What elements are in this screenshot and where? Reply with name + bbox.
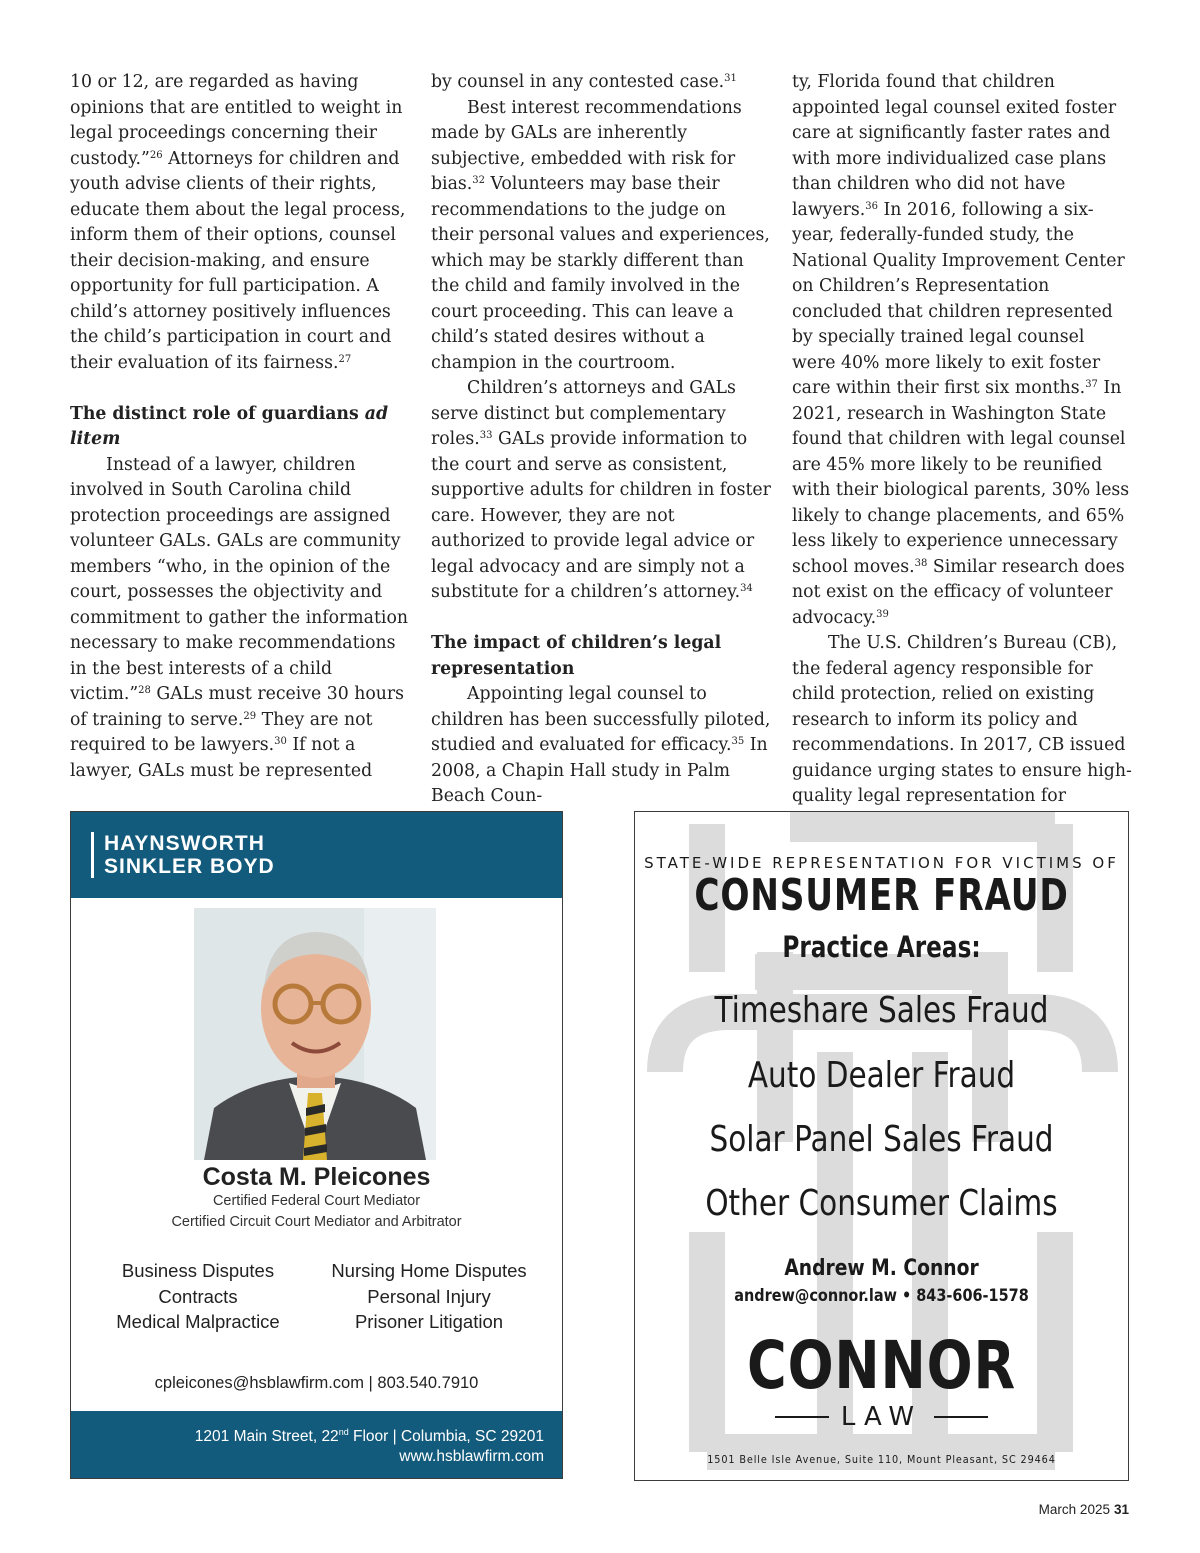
connor-law-advertisement[interactable] bbox=[634, 811, 1129, 1481]
connor-logo-text: CONNOR bbox=[747, 1327, 1016, 1404]
footnote-ref[interactable]: 35 bbox=[731, 736, 745, 747]
attorney-name: Costa M. Pleicones bbox=[202, 1163, 431, 1191]
firm-logo: HAYNSWORTH SINKLER BOYD bbox=[91, 832, 275, 878]
divider bbox=[775, 1416, 829, 1418]
practice-list-right bbox=[309, 1258, 549, 1335]
article-column-3 bbox=[792, 70, 1132, 835]
practice-area: Personal Injury bbox=[367, 1285, 491, 1307]
footnote-ref[interactable]: 27 bbox=[338, 353, 352, 365]
section-heading: The distinct role of guardians ad litem bbox=[70, 403, 389, 449]
footnote-ref[interactable]: 26 bbox=[149, 149, 163, 161]
paragraph: 10 or 12, are regarded as having opinions that are entitled to weight in legal proceedings concerning their custody.”$^{26}$ Attorneys for children and youth advise clients of their rights, educate them about the legal process, inform them of their options, counsel their decision-making, and ensure opportunity for full participation. A child’s attorney positively influences the child’s participation in court and their evaluation of its fairness.$^{27}$ bbox=[70, 72, 406, 373]
practice-area: Solar Panel Sales Fraud bbox=[709, 1119, 1054, 1160]
firm-website[interactable]: www.hsblawfirm.com bbox=[399, 1448, 544, 1465]
certification: Certified Federal Court Mediator bbox=[212, 1193, 421, 1209]
ad-footer-band bbox=[71, 1411, 562, 1478]
divider bbox=[934, 1416, 988, 1418]
law-logo-line bbox=[635, 1402, 1128, 1432]
article-column-2 bbox=[431, 70, 771, 810]
firm-address: 1201 Main Street, 22nd Floor | Columbia, SC 29201 bbox=[194, 1427, 544, 1445]
page-folio bbox=[1039, 1502, 1129, 1517]
paragraph: ty, Florida found that children appointed legal counsel exited foster care at significantly faster rates and with more individualized case plans than children who did not have lawyers.$^{36}$ In 2016, following a six-year, federally-funded study, the National Quality Improvement Center on Children’s Representation concluded that children represented by specially trained legal counsel were 40% more likely to exit foster care within their first six months.$^{37}$ In 2021, research in Washington State found that children with legal counsel are 45% more likely to be reunified with their biological parents, 30% less likely to change placements, and 65% less likely to experience unnecessary school moves.$^{38}$ Similar research does not exist on the efficacy of volunteer advocacy.$^{39}$ bbox=[792, 72, 1130, 628]
practice-area: Prisoner Litigation bbox=[354, 1311, 504, 1332]
ad-title: CONSUMER FRAUD bbox=[694, 870, 1069, 921]
practice-area: Medical Malpractice bbox=[116, 1311, 280, 1332]
practice-area: Other Consumer Claims bbox=[705, 1183, 1058, 1224]
contact-info[interactable]: cpleicones@hsblawfirm.com | 803.540.7910 bbox=[154, 1374, 479, 1392]
footnote-ref[interactable]: 28 bbox=[138, 685, 151, 696]
footnote-ref[interactable]: 30 bbox=[274, 736, 287, 747]
contact-info[interactable]: andrew@connor.law • 843-606-1578 bbox=[734, 1286, 1029, 1306]
practice-area: Auto Dealer Fraud bbox=[747, 1055, 1016, 1096]
certification: Certified Circuit Court Mediator and Arbitrator bbox=[171, 1214, 462, 1230]
footnote-ref[interactable]: 32 bbox=[472, 175, 485, 186]
footnote-ref[interactable]: 37 bbox=[1085, 379, 1098, 390]
hsb-advertisement[interactable] bbox=[70, 811, 563, 1479]
practice-area: Contracts bbox=[158, 1285, 238, 1307]
footnote-ref[interactable]: 34 bbox=[740, 583, 753, 594]
footnote-ref[interactable]: 39 bbox=[876, 608, 889, 620]
section-heading: The impact of children’s legal representation bbox=[431, 633, 722, 679]
ad-header-band bbox=[71, 812, 562, 898]
page-number: 31 bbox=[1113, 1502, 1129, 1517]
attorney-name: Andrew M. Connor bbox=[784, 1256, 979, 1281]
footnote-ref[interactable]: 33 bbox=[479, 430, 493, 441]
practice-heading: Practice Areas: bbox=[782, 930, 981, 964]
ad-subtitle: STATE-WIDE REPRESENTATION FOR VICTIMS OF bbox=[644, 854, 1119, 872]
footnote-ref[interactable]: 31 bbox=[724, 73, 737, 84]
practice-area: Timeshare Sales Fraud bbox=[714, 990, 1049, 1031]
attorney-photo bbox=[194, 908, 436, 1160]
paragraph: The U.S. Children’s Bureau (CB), the federal agency responsible for child protection, relied on existing research to inform its policy and recommendations. In 2017, CB issued guidance urging states to ensure high-quality legal representation for bbox=[792, 633, 1132, 806]
paragraph: Children’s attorneys and GALs serve distinct but complementary roles.$^{33}$ GALs provide information to the court and serve as consistent, supportive adults for children in foster care. However, they are not authorized to provide legal advice or legal advocacy and are simply not a substitute for a children’s attorney.$^{34}$ bbox=[431, 378, 771, 602]
firm-address: 1501 Belle Isle Avenue, Suite 110, Mount Pleasant, SC 29464 bbox=[707, 1453, 1056, 1466]
practice-area: Nursing Home Disputes bbox=[331, 1260, 527, 1281]
footnote-ref[interactable]: 29 bbox=[243, 710, 257, 722]
article-column-1 bbox=[70, 70, 410, 784]
paragraph: Best interest recommendations made by GALs are inherently subjective, embedded with risk for bias.$^{32}$ Volunteers may base their recommendations to the judge on their personal values and experiences, which may be starkly different than the child and family involved in the court proceeding. This can leave a child’s stated desires without a champion in the courtroom. bbox=[431, 97, 770, 373]
issue-date: March 2025 bbox=[1038, 1502, 1110, 1517]
practice-area: Business Disputes bbox=[121, 1260, 275, 1281]
practice-list-left bbox=[78, 1258, 318, 1335]
footnote-ref[interactable]: 36 bbox=[865, 200, 878, 212]
footnote-ref[interactable]: 38 bbox=[914, 557, 928, 569]
paragraph: Instead of a lawyer, children involved in South Carolina child protection proceedings are assigned volunteer GALs. GALs are community members “who, in the opinion of the court, possesses the objectivity and commitment to gather the information necessary to make recommendations in the best interests of a child victim.”$^{28}$ GALs must receive 30 hours of training to serve.$^{29}$ They are not required to be lawyers.$^{30}$ If not a lawyer, GALs must be represented bbox=[70, 454, 408, 781]
law-logo-text: LAW bbox=[840, 1402, 923, 1432]
paragraph: by counsel in any contested case.$^{31}$ bbox=[431, 72, 737, 92]
paragraph: Appointing legal counsel to children has been successfully piloted, studied and evaluated for efficacy.$^{35}$ In 2008, a Chapin Hall study in Palm Beach Coun- bbox=[431, 684, 771, 806]
